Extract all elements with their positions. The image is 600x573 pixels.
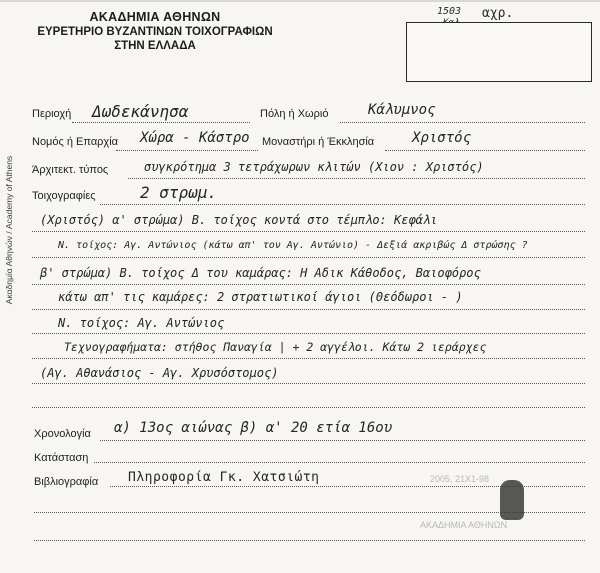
notes-rule-1 xyxy=(32,231,585,232)
town-label: Πόλη ή Χωριό xyxy=(260,108,329,120)
prefecture-rule xyxy=(116,150,258,151)
header-line-3: ΣΤΗΝ ΕΛΛΑΔΑ xyxy=(114,40,196,52)
bibliography-label: Βιβλιογραφία xyxy=(34,476,99,488)
date-label: Χρονολογία xyxy=(34,428,91,440)
notes-rule-5 xyxy=(32,333,585,334)
prefecture-label: Νομός ή Επαρχία xyxy=(32,136,119,148)
notes-rule-7 xyxy=(32,383,585,384)
extra-rule-2 xyxy=(34,540,585,541)
notes-line-4: κάτω απ' τις καμάρες: 2 στρατιωτικοί άγιοι (Θεόδωροι - ) xyxy=(58,290,463,304)
notes-rule-3 xyxy=(32,284,585,285)
top-edge xyxy=(0,0,600,2)
monastery-rule xyxy=(385,150,585,151)
header-line-2: ΕΥΡΕΤΗΡΙΟ ΒΥΖΑΝΤΙΝΩΝ ΤΟΙΧΟΓΡΑΦΙΩΝ xyxy=(37,26,273,38)
notes-line-5: Ν. τοίχος: Αγ. Αντώνιος xyxy=(58,316,225,330)
region-value: Δωδεκάνησα xyxy=(92,102,189,121)
frescoes-rule xyxy=(100,204,585,205)
institution-header xyxy=(30,10,280,52)
frescoes-value: 2 στρωμ. xyxy=(140,183,218,202)
notes-line-7: (Αγ. Αθανάσιος - Αγ. Χρυσόστομος) xyxy=(40,366,279,380)
notes-rule-6 xyxy=(32,358,585,359)
date-value: α) 13ος αιώνας β) α' 20 ετία 16ου xyxy=(114,420,393,436)
notes-line-6: Τεχνογραφήματα: στήθος Παναγία | + 2 αγγέλοι. Κάτω 2 ιεράρχες xyxy=(64,340,487,354)
town-value: Κάλυμνος xyxy=(368,102,436,118)
condition-label: Κατάσταση xyxy=(34,452,89,464)
notes-rule-4 xyxy=(32,309,585,310)
catalog-tag: αχρ. xyxy=(482,6,514,21)
notes-rule-2 xyxy=(32,257,585,258)
region-label: Περιοχή xyxy=(32,108,72,120)
side-watermark-text: Ακαδημία Αθηνών / Academy of Athens xyxy=(4,155,14,305)
catalog-number: 1503 xyxy=(437,6,462,17)
faint-academy-stamp: ΑΚΑΔΗΜΙΑ ΑΘΗΝΩΝ xyxy=(420,520,508,530)
header-line-1: ΑΚΑΔΗΜΙΑ ΑΘΗΝΩΝ xyxy=(89,10,221,24)
condition-rule xyxy=(94,462,585,463)
arch-type-rule xyxy=(128,178,585,179)
monastery-label: Μοναστήρι ή Έκκλησία xyxy=(262,136,375,148)
bibliography-value: Πληροφορία Γκ. Χατσιώτη xyxy=(128,470,320,485)
notes-line-3: β' στρώμα) Β. τοίχος Δ του καμάρας: Η Αδικ Κάθοδος, Βαιοφόρος xyxy=(40,266,481,280)
monastery-value: Χριστός xyxy=(412,130,472,146)
faint-date-stamp: 2005, 21Χ1-98 xyxy=(430,474,490,484)
notes-line-1: (Χριστός) α' στρώμα) Β. τοίχος κοντά στο τέμπλο: Κεφάλι xyxy=(40,213,438,227)
prefecture-value: Χώρα - Κάστρο xyxy=(140,130,250,146)
frescoes-label: Τοιχογραφίες xyxy=(32,190,96,202)
side-watermark xyxy=(4,40,14,420)
arch-type-label: Άρχιτεκτ. τύπος xyxy=(32,164,109,176)
notes-rule-8 xyxy=(32,407,585,408)
town-rule xyxy=(340,122,585,123)
arch-type-value: συγκρότημα 3 τετράχωρων κλιτών (Χιον : Χριστός) xyxy=(144,160,484,174)
photo-box xyxy=(406,22,592,82)
region-rule xyxy=(72,122,250,123)
owl-stamp-icon xyxy=(500,480,524,520)
date-rule xyxy=(100,440,585,441)
notes-line-2: Ν. τοίχος: Αγ. Αντώνιος (κάτω απ' τον Αγ. Αντώνιο) - Δεξιά ακριβώς Δ στρώσης ? xyxy=(58,240,528,251)
